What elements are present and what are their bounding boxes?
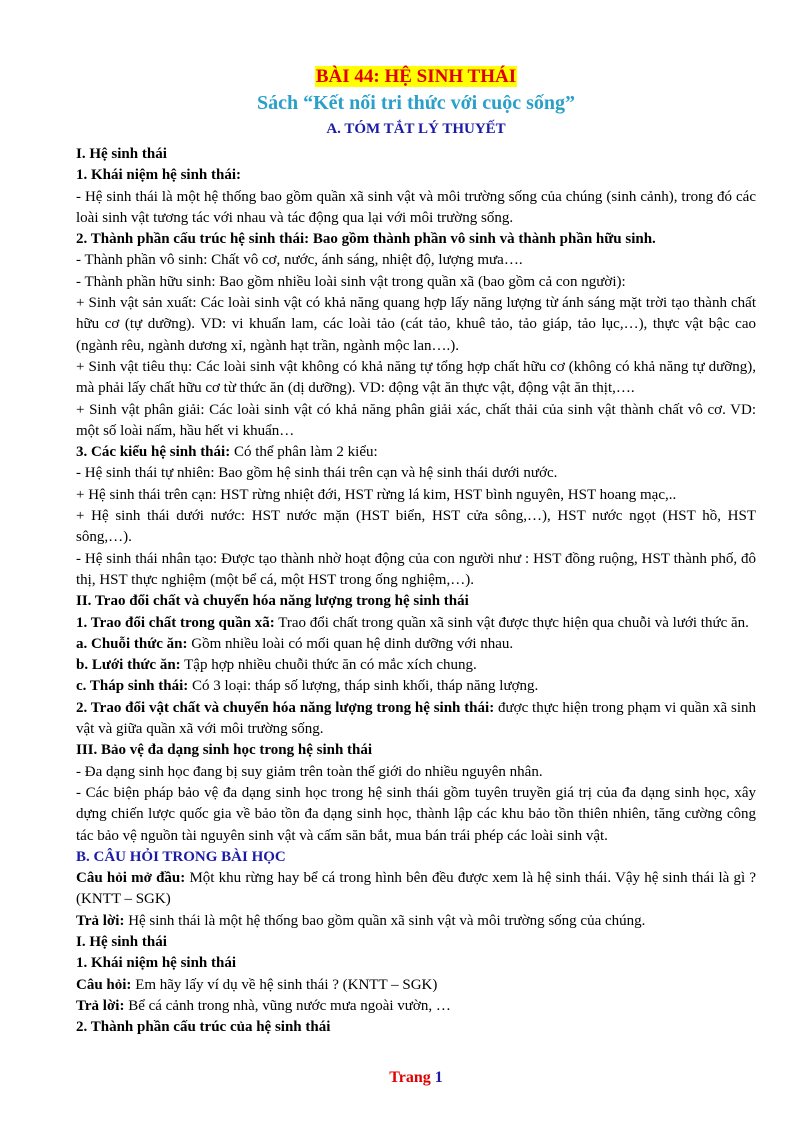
paragraph: - Các biện pháp bảo vệ đa dạng sinh học trong hệ sinh thái gồm tuyên truyền giá trị của đa dạng sinh học, xây dựng chiến lược quốc gia về bảo tồn đa dạng sinh học, thành lập các khu bảo tồn thiên nhiên, tăng cường công tác bảo vệ nguồn tài nguyên sinh vật và cấm săn bắt, mua bán trái phép các loài sinh vật.: [76, 784, 756, 844]
answer-1: Trả lời: Bể cá cảnh trong nhà, vũng nước mưa ngoài vườn, …: [76, 997, 451, 1014]
page-footer: [76, 1069, 756, 1087]
heading-i: I. Hệ sinh thái: [76, 146, 167, 162]
paragraph: - Hệ sinh thái tự nhiên: Bao gồm hệ sinh thái trên cạn và hệ sinh thái dưới nước.: [76, 465, 558, 482]
heading-ii-2: 2. Trao đổi vật chất và chuyển hóa năng lượng trong hệ sinh thái: được thực hiện trong phạm vi quần xã sinh vật và giữa quần xã với môi trường sống.: [76, 699, 756, 738]
paragraph: - Đa dạng sinh học đang bị suy giảm trên toàn thế giới do nhiều nguyên nhân.: [76, 763, 543, 780]
book-subtitle: Sách “Kết nối tri thức với cuộc sống”: [256, 92, 576, 114]
paragraph: - Thành phần hữu sinh: Bao gồm nhiều loài sinh vật trong quần xã (bao gồm cả con người):: [76, 273, 626, 290]
heading-ii-1: 1. Trao đổi chất trong quần xã: Trao đổi chất trong quần xã sinh vật được thực hiện qua chuỗi và lưới thức ăn.: [76, 614, 749, 631]
question-intro: Câu hỏi mở đầu: Một khu rừng hay bể cá trong hình bên đều được xem là hệ sinh thái. Vậy hệ sinh thái là gì ? (KNTT – SGK): [76, 870, 756, 908]
item-b: b. Lưới thức ăn: Tập hợp nhiều chuỗi thức ăn có mắc xích chung.: [76, 657, 477, 674]
paragraph: + Sinh vật tiêu thụ: Các loài sinh vật không có khả năng tự tổng hợp chất hữu cơ (không có khả năng tự dưỡng), mà phải lấy chất hữu cơ từ thức ăn (dị dưỡng). VD: động vật ăn thực vật, động vật ăn thịt,….: [76, 358, 756, 397]
heading-iii: III. Bảo vệ đa dạng sinh học trong hệ sinh thái: [76, 742, 373, 759]
lesson-title: BÀI 44: HỆ SINH THÁI: [315, 66, 517, 87]
section-b-heading: B. CÂU HỎI TRONG BÀI HỌC: [76, 848, 286, 865]
document-body: [76, 144, 756, 1038]
paragraph: + Hệ sinh thái dưới nước: HST nước mặn (HST biển, HST cửa sông,…), HST nước ngọt (HST hồ, HST sông,…).: [76, 508, 756, 546]
paragraph: + Hệ sinh thái trên cạn: HST rừng nhiệt đới, HST rừng lá kim, HST bình nguyên, HST hoang mạc,..: [76, 486, 677, 503]
item-a: a. Chuỗi thức ăn: Gồm nhiều loài có mối quan hệ dinh dưỡng với nhau.: [76, 635, 514, 652]
page-label: Trang: [389, 1069, 431, 1086]
page-number: 1: [434, 1069, 443, 1086]
question-1: Câu hỏi: Em hãy lấy ví dụ về hệ sinh thái ? (KNTT – SGK): [76, 976, 438, 993]
paragraph: + Sinh vật phân giải: Các loài sinh vật có khả năng phân giải xác, chất thải của sinh vật thành chất vô cơ. VD: một số loài nấm, hầu hết vi khuẩn…: [76, 401, 756, 439]
heading-i-b-1: 1. Khái niệm hệ sinh thái: [76, 955, 237, 972]
heading-i-1: 1. Khái niệm hệ sinh thái:: [76, 167, 242, 184]
paragraph: - Thành phần vô sinh: Chất vô cơ, nước, ánh sáng, nhiệt độ, lượng mưa….: [76, 252, 523, 269]
answer-intro: Trả lời: Hệ sinh thái là một hệ thống bao gồm quần xã sinh vật và môi trường sống của chúng.: [76, 912, 646, 929]
paragraph: + Sinh vật sản xuất: Các loài sinh vật có khả năng quang hợp lấy năng lượng từ ánh sáng mặt trời tạo thành chất hữu cơ (tự dưỡng). VD: vi khuẩn lam, các loài tảo (cát tảo, khuê tảo, tảo giáp, tảo lục,…), thực vật bậc cao (ngành rêu, ngành dương xỉ, ngành hạt trần, ngành mộc lan….).: [76, 295, 756, 354]
section-a-heading: A. TÓM TẮT LÝ THUYẾT: [326, 121, 506, 137]
heading-i-2: 2. Thành phần cấu trúc hệ sinh thái: Bao gồm thành phần vô sinh và thành phần hữu sinh.: [76, 231, 656, 248]
heading-i-b-2: 2. Thành phần cấu trúc của hệ sinh thái: [76, 1019, 331, 1036]
paragraph: - Hệ sinh thái là một hệ thống bao gồm quần xã sinh vật và môi trường sống của chúng (sinh cảnh), trong đó các loài sinh vật tương tác với nhau và tác động qua lại với môi trường sống.: [76, 188, 756, 226]
paragraph: - Hệ sinh thái nhân tạo: Được tạo thành nhờ hoạt động của con người như : HST đồng ruộng, HST thành phố, đô thị, HST thực nghiệm (một bể cá, một HST trong ống nghiệm,…).: [76, 550, 756, 588]
heading-i-3: 3. Các kiểu hệ sinh thái: Có thể phân làm 2 kiểu:: [76, 444, 378, 461]
heading-i-b: I. Hệ sinh thái: [76, 933, 167, 950]
item-c: c. Tháp sinh thái: Có 3 loại: tháp số lượng, tháp sinh khối, tháp năng lượng.: [76, 678, 539, 695]
heading-ii: II. Trao đổi chất và chuyển hóa năng lượng trong hệ sinh thái: [76, 593, 469, 610]
